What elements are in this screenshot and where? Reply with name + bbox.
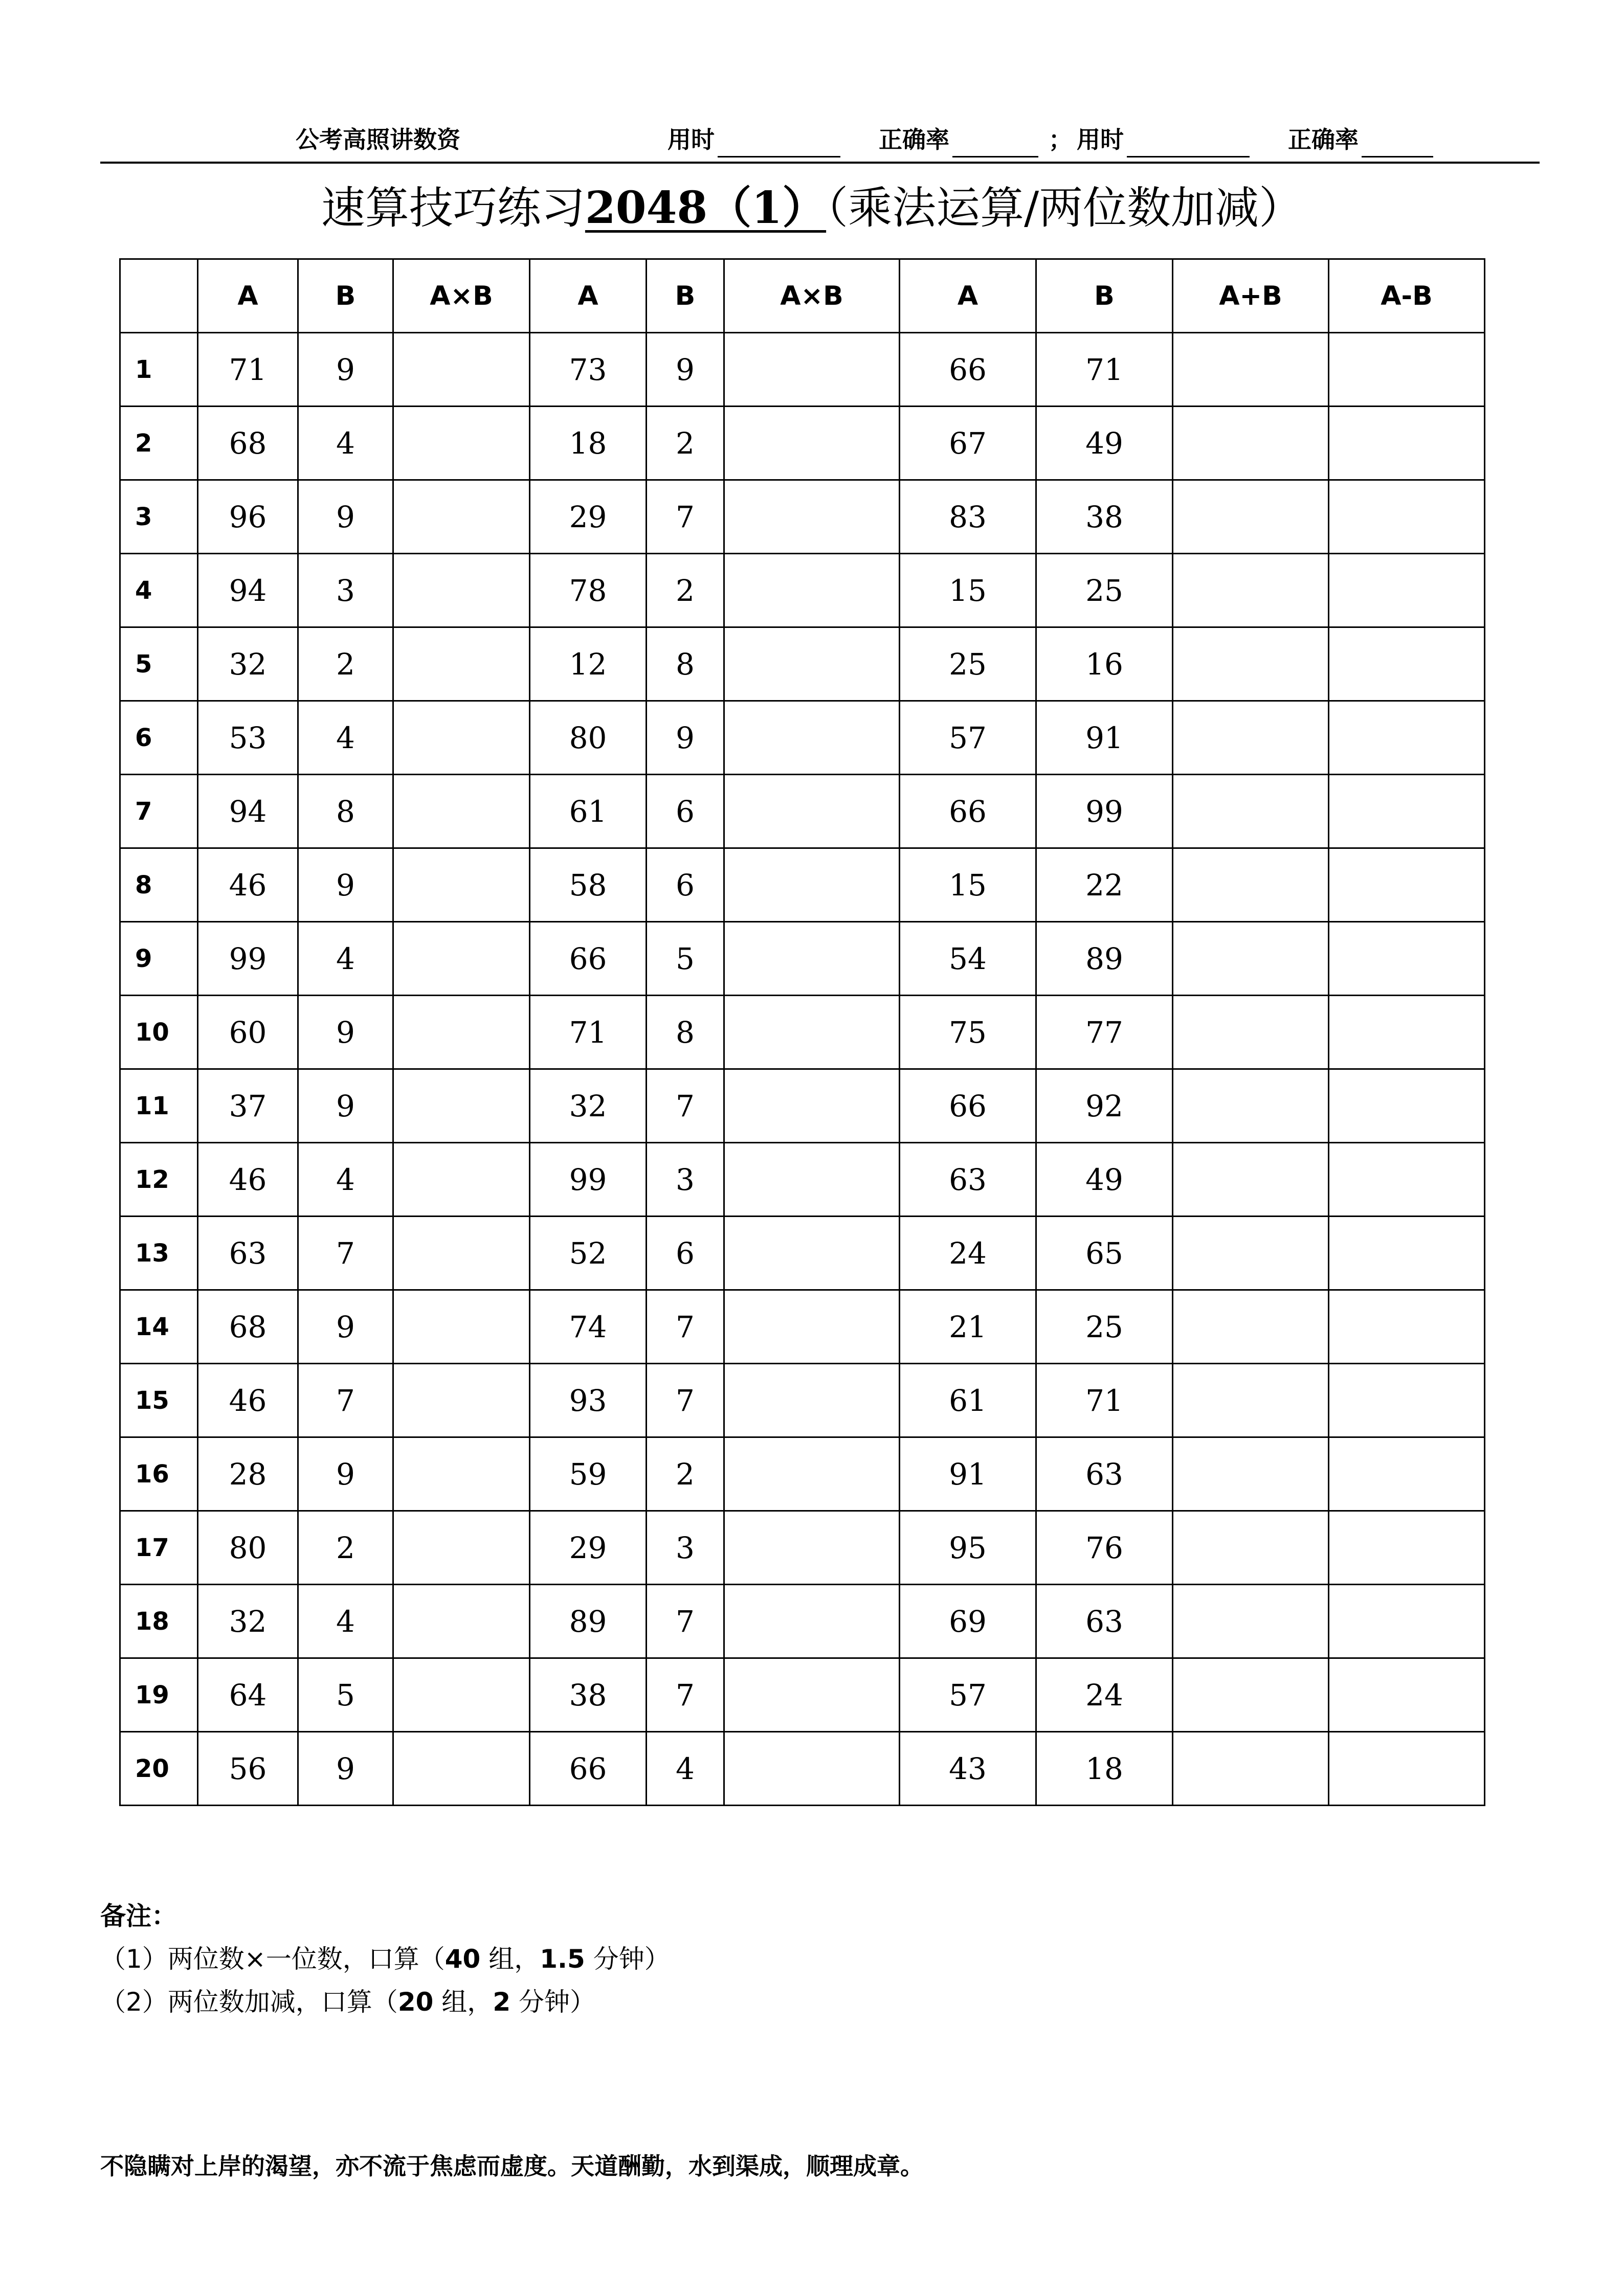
operand-cell: 80 — [198, 1511, 298, 1585]
answer-cell[interactable] — [1173, 1658, 1329, 1732]
table-row — [120, 922, 1485, 996]
answer-cell[interactable] — [1173, 922, 1329, 996]
answer-cell[interactable] — [724, 1217, 900, 1290]
operand-cell: 4 — [298, 701, 393, 775]
row-number: 17 — [120, 1511, 198, 1585]
operand-cell: 89 — [1036, 922, 1173, 996]
table-row — [120, 848, 1485, 922]
operand-cell: 68 — [198, 1290, 298, 1364]
operand-cell: 2 — [647, 554, 724, 627]
answer-cell[interactable] — [1329, 1364, 1485, 1437]
answer-cell[interactable] — [1173, 848, 1329, 922]
operand-cell: 69 — [900, 1585, 1036, 1658]
answer-cell[interactable] — [724, 996, 900, 1069]
answer-cell[interactable] — [393, 554, 530, 627]
operand-cell: 5 — [647, 922, 724, 996]
operand-cell: 77 — [1036, 996, 1173, 1069]
answer-cell[interactable] — [393, 701, 530, 775]
operand-cell: 76 — [1036, 1511, 1173, 1585]
operand-cell: 99 — [530, 1143, 647, 1217]
answer-cell[interactable] — [1173, 1732, 1329, 1806]
answer-cell[interactable] — [393, 775, 530, 848]
answer-cell[interactable] — [724, 333, 900, 407]
operand-cell: 96 — [198, 480, 298, 554]
answer-cell[interactable] — [1173, 1290, 1329, 1364]
notes-line-2 — [100, 1980, 670, 2023]
operand-cell: 2 — [298, 627, 393, 701]
time-blank-2[interactable] — [1127, 130, 1250, 157]
answer-cell[interactable] — [724, 922, 900, 996]
answer-cell[interactable] — [1173, 775, 1329, 848]
answer-cell[interactable] — [1329, 554, 1485, 627]
operand-cell: 25 — [900, 627, 1036, 701]
operand-cell: 3 — [647, 1143, 724, 1217]
answer-cell[interactable] — [393, 1437, 530, 1511]
table-row — [120, 1069, 1485, 1143]
answer-cell[interactable] — [393, 1658, 530, 1732]
table-row — [120, 333, 1485, 407]
operand-cell: 57 — [900, 701, 1036, 775]
answer-cell[interactable] — [1329, 1290, 1485, 1364]
table-row — [120, 1437, 1485, 1511]
answer-cell[interactable] — [1329, 922, 1485, 996]
row-number: 14 — [120, 1290, 198, 1364]
table-row — [120, 1511, 1485, 1585]
operand-cell: 83 — [900, 480, 1036, 554]
answer-cell[interactable] — [393, 1732, 530, 1806]
operand-cell: 61 — [900, 1364, 1036, 1437]
operand-cell: 99 — [198, 922, 298, 996]
operand-cell: 7 — [647, 480, 724, 554]
operand-cell: 66 — [530, 1732, 647, 1806]
answer-cell[interactable] — [1329, 1585, 1485, 1658]
header-cell-0 — [120, 259, 198, 333]
time-field-2[interactable] — [1077, 122, 1250, 157]
header-cell-9: A+B — [1173, 259, 1329, 333]
motto: 不隐瞒对上岸的渴望，亦不流于焦虑而虚度。天道酬勤，水到渠成，顺理成章。 — [100, 2152, 924, 2180]
operand-cell: 71 — [530, 996, 647, 1069]
operand-cell: 78 — [530, 554, 647, 627]
operand-cell: 7 — [647, 1585, 724, 1658]
operand-cell: 18 — [530, 407, 647, 480]
answer-cell[interactable] — [1329, 848, 1485, 922]
operand-cell: 28 — [198, 1437, 298, 1511]
notes-line-1-b: 40 — [444, 1944, 481, 1974]
operand-cell: 92 — [1036, 1069, 1173, 1143]
operand-cell: 7 — [647, 1290, 724, 1364]
answer-cell[interactable] — [1329, 1658, 1485, 1732]
operand-cell: 66 — [900, 775, 1036, 848]
answer-cell[interactable] — [1173, 407, 1329, 480]
operand-cell: 67 — [900, 407, 1036, 480]
operand-cell: 8 — [298, 775, 393, 848]
time-label-2: 用时 — [1077, 126, 1124, 153]
answer-cell[interactable] — [1329, 1143, 1485, 1217]
operand-cell: 74 — [530, 1290, 647, 1364]
row-number: 12 — [120, 1143, 198, 1217]
notes-line-2-d: 2 — [493, 1987, 511, 2017]
operand-cell: 7 — [647, 1658, 724, 1732]
answer-cell[interactable] — [393, 407, 530, 480]
operand-cell: 9 — [298, 848, 393, 922]
table-row — [120, 1217, 1485, 1290]
answer-cell[interactable] — [1329, 1217, 1485, 1290]
operand-cell: 9 — [298, 1069, 393, 1143]
operand-cell: 4 — [298, 1143, 393, 1217]
row-number: 11 — [120, 1069, 198, 1143]
operand-cell: 66 — [900, 1069, 1036, 1143]
answer-cell[interactable] — [1173, 333, 1329, 407]
row-number: 1 — [120, 333, 198, 407]
answer-cell[interactable] — [1329, 1732, 1485, 1806]
operand-cell: 16 — [1036, 627, 1173, 701]
row-number: 10 — [120, 996, 198, 1069]
operand-cell: 46 — [198, 848, 298, 922]
operand-cell: 61 — [530, 775, 647, 848]
operand-cell: 4 — [298, 922, 393, 996]
operand-cell: 56 — [198, 1732, 298, 1806]
answer-cell[interactable] — [1329, 1437, 1485, 1511]
answer-cell[interactable] — [1173, 701, 1329, 775]
row-number: 2 — [120, 407, 198, 480]
answer-cell[interactable] — [1329, 775, 1485, 848]
row-number: 13 — [120, 1217, 198, 1290]
operand-cell: 46 — [198, 1143, 298, 1217]
answer-cell[interactable] — [724, 554, 900, 627]
answer-cell[interactable] — [724, 627, 900, 701]
notes-line-1-d: 1.5 — [540, 1944, 585, 1974]
operand-cell: 25 — [1036, 1290, 1173, 1364]
operand-cell: 71 — [1036, 1364, 1173, 1437]
notes-line-2-a: （2）两位数加减，口算（ — [100, 1987, 398, 2017]
row-number: 18 — [120, 1585, 198, 1658]
row-number: 19 — [120, 1658, 198, 1732]
operand-cell: 9 — [298, 333, 393, 407]
answer-cell[interactable] — [393, 480, 530, 554]
answer-cell[interactable] — [393, 1069, 530, 1143]
accuracy-label-2: 正确率 — [1288, 126, 1359, 153]
operand-cell: 9 — [298, 1732, 393, 1806]
notes-line-2-c: 组， — [433, 1987, 493, 2017]
answer-cell[interactable] — [1173, 1437, 1329, 1511]
table-body — [120, 333, 1485, 1806]
answer-cell[interactable] — [1329, 701, 1485, 775]
answer-cell[interactable] — [393, 1143, 530, 1217]
operand-cell: 64 — [198, 1658, 298, 1732]
page-title — [0, 175, 1624, 241]
title-prefix: 速算技巧练习 — [321, 183, 585, 234]
operand-cell: 52 — [530, 1217, 647, 1290]
row-number: 8 — [120, 848, 198, 922]
row-number: 4 — [120, 554, 198, 627]
row-number: 3 — [120, 480, 198, 554]
table-row — [120, 996, 1485, 1069]
answer-cell[interactable] — [393, 627, 530, 701]
answer-cell[interactable] — [393, 1290, 530, 1364]
operand-cell: 15 — [900, 848, 1036, 922]
operand-cell: 9 — [647, 701, 724, 775]
operand-cell: 94 — [198, 775, 298, 848]
operand-cell: 43 — [900, 1732, 1036, 1806]
operand-cell: 89 — [530, 1585, 647, 1658]
time-field-1[interactable] — [668, 122, 840, 157]
answer-cell[interactable] — [1173, 554, 1329, 627]
answer-cell[interactable] — [724, 1511, 900, 1585]
accuracy-field-2[interactable] — [1288, 122, 1433, 157]
answer-cell[interactable] — [1173, 1217, 1329, 1290]
table-row — [120, 1364, 1485, 1437]
accuracy-label-1: 正确率 — [879, 126, 949, 153]
answer-cell[interactable] — [1329, 333, 1485, 407]
answer-cell[interactable] — [393, 848, 530, 922]
operand-cell: 18 — [1036, 1732, 1173, 1806]
header-cell-3: A×B — [393, 259, 530, 333]
operand-cell: 93 — [530, 1364, 647, 1437]
answer-cell[interactable] — [724, 848, 900, 922]
table-row — [120, 554, 1485, 627]
answer-cell[interactable] — [724, 1069, 900, 1143]
answer-cell[interactable] — [1173, 1585, 1329, 1658]
operand-cell: 68 — [198, 407, 298, 480]
table-row — [120, 480, 1485, 554]
operand-cell: 94 — [198, 554, 298, 627]
row-number: 15 — [120, 1364, 198, 1437]
operand-cell: 60 — [198, 996, 298, 1069]
operand-cell: 5 — [298, 1658, 393, 1732]
operand-cell: 29 — [530, 1511, 647, 1585]
operand-cell: 6 — [647, 1217, 724, 1290]
operand-cell: 49 — [1036, 1143, 1173, 1217]
accuracy-blank-1[interactable] — [952, 130, 1038, 157]
header-cell-7: A — [900, 259, 1036, 333]
operand-cell: 63 — [1036, 1585, 1173, 1658]
table-row — [120, 407, 1485, 480]
answer-cell[interactable] — [724, 701, 900, 775]
notes-line-1-c: 组， — [480, 1944, 540, 1974]
operand-cell: 4 — [298, 1585, 393, 1658]
header-cell-2: B — [298, 259, 393, 333]
answer-cell[interactable] — [1329, 480, 1485, 554]
row-number: 5 — [120, 627, 198, 701]
operand-cell: 99 — [1036, 775, 1173, 848]
practice-table — [119, 258, 1485, 1806]
answer-cell[interactable] — [724, 775, 900, 848]
row-number: 7 — [120, 775, 198, 848]
operand-cell: 9 — [298, 996, 393, 1069]
operand-cell: 15 — [900, 554, 1036, 627]
operand-cell: 54 — [900, 922, 1036, 996]
operand-cell: 6 — [647, 848, 724, 922]
answer-cell[interactable] — [724, 1585, 900, 1658]
operand-cell: 22 — [1036, 848, 1173, 922]
operand-cell: 38 — [530, 1658, 647, 1732]
operand-cell: 8 — [647, 627, 724, 701]
table-row — [120, 1585, 1485, 1658]
title-number: 2048（1） — [585, 182, 827, 234]
accuracy-blank-2[interactable] — [1362, 130, 1433, 157]
header-cell-8: B — [1036, 259, 1173, 333]
answer-cell[interactable] — [1173, 1511, 1329, 1585]
operand-cell: 49 — [1036, 407, 1173, 480]
answer-cell[interactable] — [393, 333, 530, 407]
notes-line-1 — [100, 1938, 670, 1980]
operand-cell: 91 — [900, 1437, 1036, 1511]
notes-line-2-e: 分钟） — [510, 1987, 596, 2017]
operand-cell: 12 — [530, 627, 647, 701]
header-cell-1: A — [198, 259, 298, 333]
answer-cell[interactable] — [724, 1364, 900, 1437]
answer-cell[interactable] — [724, 1290, 900, 1364]
answer-cell[interactable] — [724, 407, 900, 480]
answer-cell[interactable] — [393, 1364, 530, 1437]
answer-cell[interactable] — [724, 1658, 900, 1732]
operand-cell: 4 — [647, 1732, 724, 1806]
row-number: 16 — [120, 1437, 198, 1511]
operand-cell: 25 — [1036, 554, 1173, 627]
answer-cell[interactable] — [1329, 1069, 1485, 1143]
answer-cell[interactable] — [1173, 627, 1329, 701]
operand-cell: 66 — [530, 922, 647, 996]
notes-title: 备注： — [100, 1901, 177, 1931]
answer-cell[interactable] — [724, 1143, 900, 1217]
operand-cell: 2 — [647, 1437, 724, 1511]
operand-cell: 71 — [1036, 333, 1173, 407]
operand-cell: 7 — [647, 1364, 724, 1437]
answer-cell[interactable] — [1329, 996, 1485, 1069]
row-number: 6 — [120, 701, 198, 775]
operand-cell: 91 — [1036, 701, 1173, 775]
operand-cell: 95 — [900, 1511, 1036, 1585]
answer-cell[interactable] — [393, 922, 530, 996]
operand-cell: 21 — [900, 1290, 1036, 1364]
answer-cell[interactable] — [1329, 407, 1485, 480]
operand-cell: 46 — [198, 1364, 298, 1437]
answer-cell[interactable] — [1329, 1511, 1485, 1585]
operand-cell: 32 — [530, 1069, 647, 1143]
operand-cell: 9 — [298, 480, 393, 554]
answer-cell[interactable] — [1173, 1069, 1329, 1143]
operand-cell: 66 — [900, 333, 1036, 407]
row-number: 9 — [120, 922, 198, 996]
operand-cell: 63 — [1036, 1437, 1173, 1511]
operand-cell: 53 — [198, 701, 298, 775]
operand-cell: 4 — [298, 407, 393, 480]
answer-cell[interactable] — [1173, 1364, 1329, 1437]
time-blank-1[interactable] — [718, 130, 840, 157]
operand-cell: 37 — [198, 1069, 298, 1143]
operand-cell: 6 — [647, 775, 724, 848]
operand-cell: 38 — [1036, 480, 1173, 554]
accuracy-field-1[interactable] — [879, 122, 1038, 157]
answer-cell[interactable] — [1173, 480, 1329, 554]
operand-cell: 7 — [647, 1069, 724, 1143]
title-suffix: （乘法运算/两位数加减） — [826, 183, 1303, 234]
header-cell-5: B — [647, 259, 724, 333]
header-cell-10: A-B — [1329, 259, 1485, 333]
operand-cell: 9 — [647, 333, 724, 407]
header-cell-4: A — [530, 259, 647, 333]
operand-cell: 7 — [298, 1217, 393, 1290]
operand-cell: 75 — [900, 996, 1036, 1069]
answer-cell[interactable] — [1173, 996, 1329, 1069]
operand-cell: 73 — [530, 333, 647, 407]
answer-cell[interactable] — [393, 1585, 530, 1658]
operand-cell: 3 — [298, 554, 393, 627]
operand-cell: 59 — [530, 1437, 647, 1511]
header-cell-6: A×B — [724, 259, 900, 333]
answer-cell[interactable] — [724, 1732, 900, 1806]
table-row — [120, 775, 1485, 848]
answer-cell[interactable] — [1173, 1143, 1329, 1217]
operand-cell: 9 — [298, 1437, 393, 1511]
operand-cell: 2 — [647, 407, 724, 480]
answer-cell[interactable] — [393, 1511, 530, 1585]
operand-cell: 80 — [530, 701, 647, 775]
table-header-row — [120, 259, 1485, 333]
operand-cell: 7 — [298, 1364, 393, 1437]
notes — [100, 1895, 670, 2023]
row-number: 20 — [120, 1732, 198, 1806]
table-row — [120, 1658, 1485, 1732]
table-row — [120, 1143, 1485, 1217]
operand-cell: 63 — [198, 1217, 298, 1290]
operand-cell: 58 — [530, 848, 647, 922]
operand-cell: 65 — [1036, 1217, 1173, 1290]
table-row — [120, 1732, 1485, 1806]
table-row — [120, 1290, 1485, 1364]
operand-cell: 63 — [900, 1143, 1036, 1217]
header-source: 公考高照讲数资 — [296, 126, 460, 153]
operand-cell: 8 — [647, 996, 724, 1069]
operand-cell: 9 — [298, 1290, 393, 1364]
notes-line-1-e: 分钟） — [585, 1944, 670, 1974]
operand-cell: 24 — [900, 1217, 1036, 1290]
operand-cell: 32 — [198, 1585, 298, 1658]
operand-cell: 2 — [298, 1511, 393, 1585]
answer-cell[interactable] — [724, 1437, 900, 1511]
table-row — [120, 701, 1485, 775]
time-label-1: 用时 — [668, 126, 715, 153]
header-divider — [100, 162, 1540, 164]
notes-line-1-a: （1）两位数×一位数，口算（ — [100, 1944, 445, 1974]
answer-cell[interactable] — [724, 480, 900, 554]
notes-line-2-b: 20 — [397, 1987, 434, 2017]
operand-cell: 24 — [1036, 1658, 1173, 1732]
operand-cell: 3 — [647, 1511, 724, 1585]
answer-cell[interactable] — [1329, 627, 1485, 701]
answer-cell[interactable] — [393, 1217, 530, 1290]
operand-cell: 71 — [198, 333, 298, 407]
operand-cell: 29 — [530, 480, 647, 554]
operand-cell: 32 — [198, 627, 298, 701]
answer-cell[interactable] — [393, 996, 530, 1069]
table-row — [120, 627, 1485, 701]
header-separator: ； — [1049, 126, 1072, 153]
operand-cell: 57 — [900, 1658, 1036, 1732]
